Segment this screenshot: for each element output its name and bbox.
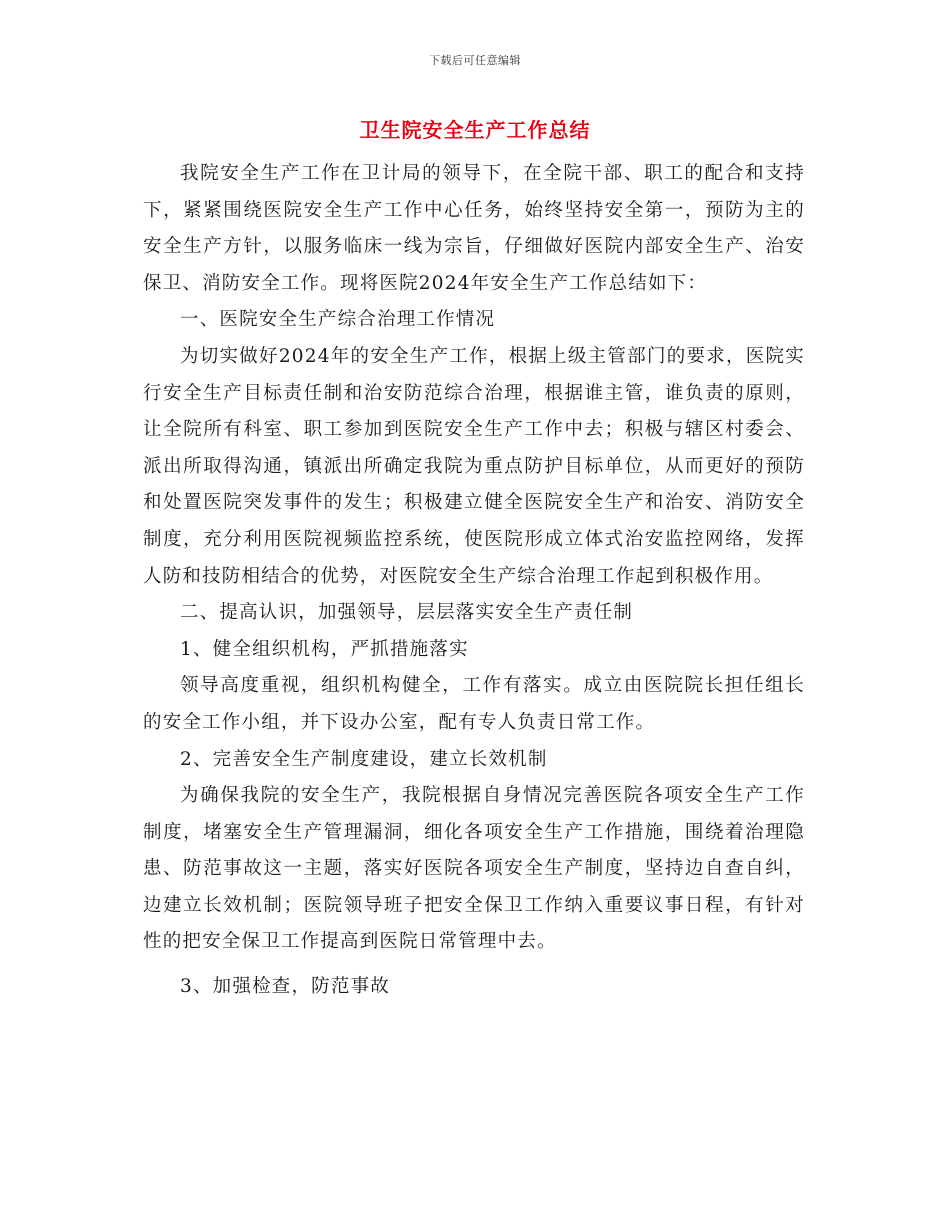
subsection-heading-1: 1、健全组织机构，严抓措施落实 — [180, 638, 469, 660]
document-body — [143, 156, 805, 1006]
section-heading-1: 一、医院安全生产综合治理工作情况 — [180, 309, 496, 331]
header-note: 下载后可任意编辑 — [429, 54, 521, 67]
subsection-heading-2: 2、完善安全生产制度建设，建立长效机制 — [180, 748, 548, 770]
section-heading-2: 二、提高认识，加强领导，层层落实安全生产责任制 — [180, 602, 634, 624]
subsection-2-paragraph: 为确保我院的安全生产，我院根据自身情况完善医院各项安全生产工作制度，堵塞安全生产管理漏洞，细化各项安全生产工作措施，围绕着治理隐患、防范事故这一主题，落实好医院各项安全生产制度，坚持边自查自纠，边建立长效机制；医院领导班子把安全保卫工作纳入重要议事日程，有针对性的把安全保卫工作提高到医院日常管理中去。 — [143, 785, 805, 953]
section-1-paragraph: 为切实做好2024年的安全生产工作，根据上级主管部门的要求，医院实行安全生产目标责任制和治安防范综合治理，根据谁主管，谁负责的原则，让全院所有科室、职工参加到医院安全生产工作中去；积极与辖区村委会、派出所取得沟通，镇派出所确定我院为重点防护目标单位，从而更好的预防和处置医院突发事件的发生；积极建立健全医院安全生产和治安、消防安全制度，充分利用医院视频监控系统，使医院形成立体式治安监控网络，发挥人防和技防相结合的优势，对医院安全生产综合治理工作起到积极作用。 — [143, 345, 805, 587]
subsection-1-paragraph: 领导高度重视，组织机构健全，工作有落实。成立由医院院长担任组长的安全工作小组，并下设办公室，配有专人负责日常工作。 — [143, 675, 805, 733]
intro-paragraph: 我院安全生产工作在卫计局的领导下，在全院干部、职工的配合和支持下，紧紧围绕医院安全生产工作中心任务，始终坚持安全第一，预防为主的安全生产方针，以服务临床一线为宗旨，仔细做好医院内部安全生产、治安保卫、消防安全工作。现将医院2024年安全生产工作总结如下： — [143, 163, 805, 294]
document-title: 卫生院安全生产工作总结 — [359, 118, 591, 142]
subsection-heading-3: 3、加强检查，防范事故 — [180, 976, 390, 998]
